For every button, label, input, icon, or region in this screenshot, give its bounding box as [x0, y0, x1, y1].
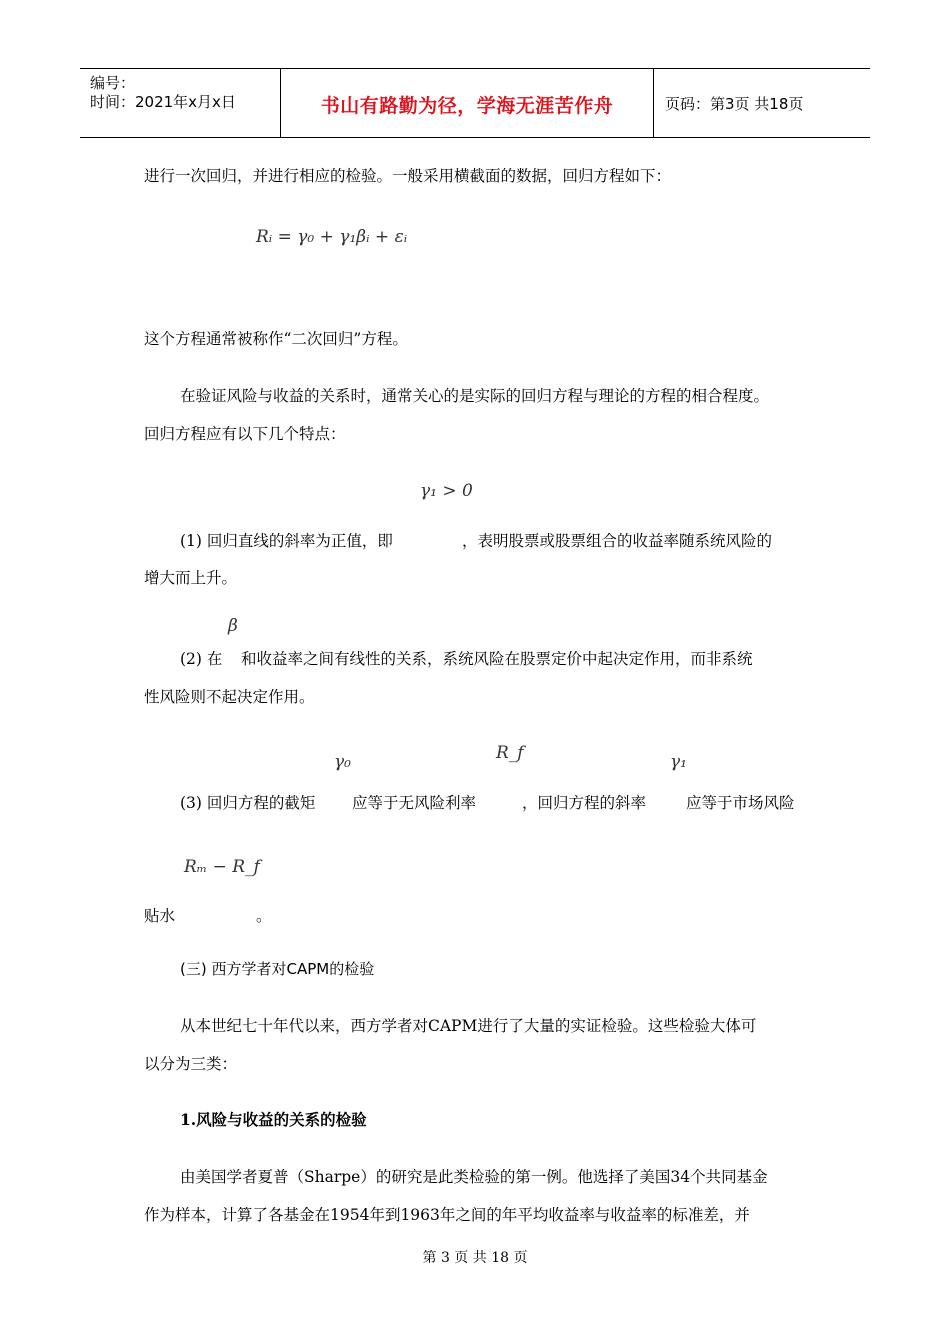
- header-number-label: 编号：: [90, 74, 136, 92]
- paragraph-5-line-2: 作为样本，计算了各基金在1954年到1963年之间的年平均收益率与收益率的标准差，并: [144, 1206, 750, 1224]
- paragraph-1: 进行一次回归，并进行相应的检验。一般采用横截面的数据，回归方程如下：: [144, 167, 672, 185]
- item-1-part-a: (1) 回归直线的斜率为正值，即: [180, 532, 393, 550]
- gamma1-positive-equation: γ₁ > 0: [420, 481, 473, 501]
- section-3-title: (三) 西方学者对CAPM的检验: [180, 960, 375, 978]
- beta-symbol: β: [228, 616, 238, 636]
- page-footer: 第 3 页 共 18 页: [422, 1250, 528, 1266]
- item-2-line-2: 性风险则不起决定作用。: [144, 688, 315, 706]
- item-2-part-b: 和收益率之间有线性的关系，系统风险在股票定价中起决定作用，而非系统: [241, 650, 753, 668]
- regression-equation: [256, 227, 407, 247]
- header-motto-cell: [281, 69, 654, 137]
- subsection-1-title: 1.风险与收益的关系的检验: [180, 1110, 367, 1129]
- item-3-part-c: ，回归方程的斜率: [522, 794, 647, 812]
- header-motto: 书山有路勤为径，学海无涯苦作舟: [320, 95, 614, 117]
- paragraph-2: 这个方程通常被称作“二次回归”方程。: [144, 330, 408, 348]
- paragraph-5-line-1: 由美国学者夏普（Sharpe）的研究是此类检验的第一例。他选择了美国34个共同基金: [180, 1168, 768, 1186]
- item-1-part-b: ，表明股票或股票组合的收益率随系统风险的: [462, 532, 773, 550]
- item-3-line-2-part-a: 贴水: [144, 907, 176, 925]
- item-3-part-b: 应等于无风险利率: [352, 794, 477, 812]
- rf-symbol: R_f: [496, 743, 524, 763]
- paragraph-4-line-2: 以分为三类：: [144, 1055, 238, 1073]
- item-2-part-a: (2) 在: [180, 650, 223, 668]
- gamma0-symbol: γ₀: [334, 752, 351, 772]
- paragraph-3-line-1: 在验证风险与收益的关系时，通常关心的是实际的回归方程与理论的方程的相合程度。: [180, 387, 770, 405]
- paragraph-4-line-1: 从本世纪七十年代以来，西方学者对CAPM进行了大量的实证检验。这些检验大体可: [180, 1017, 757, 1035]
- rm-minus-rf-equation: Rₘ − R_f: [184, 857, 260, 877]
- header-info-cell: [80, 69, 281, 137]
- gamma1-symbol: γ₁: [670, 752, 687, 772]
- item-3-line-2-part-b: 。: [256, 907, 272, 925]
- regression-equation-text: Rᵢ = γ₀ + γ₁βᵢ + εᵢ: [256, 227, 408, 247]
- paragraph-3-line-2: 回归方程应有以下几个特点：: [144, 425, 346, 443]
- item-3-part-a: (3) 回归方程的截矩: [180, 794, 316, 812]
- page-header: [80, 68, 870, 138]
- header-date-label: 时间：2021年x月x日: [90, 93, 236, 111]
- item-1-line-2: 增大而上升。: [144, 569, 238, 587]
- header-page-label: 页码：第3页 共18页: [665, 95, 804, 113]
- item-3-part-d: 应等于市场风险: [686, 794, 795, 812]
